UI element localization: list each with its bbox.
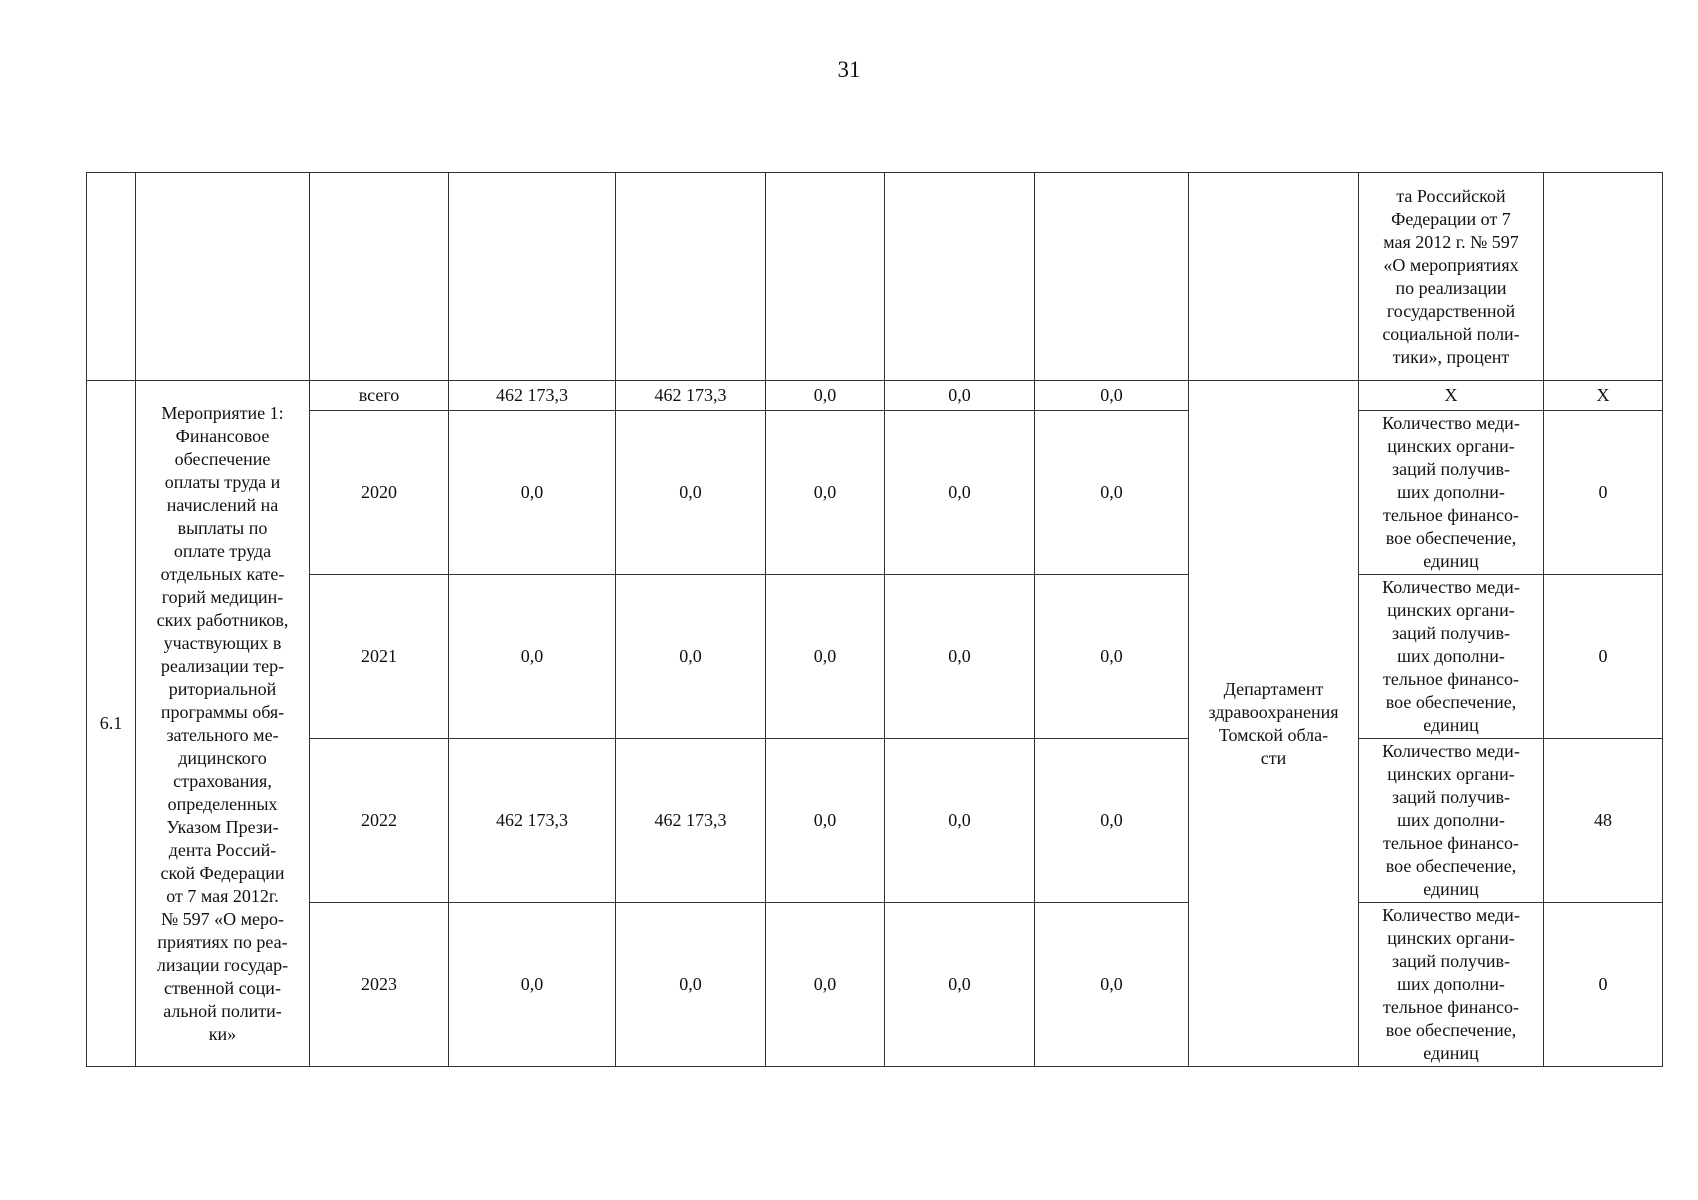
empty-cell bbox=[1544, 173, 1663, 381]
source1-cell: 0,0 bbox=[616, 575, 766, 739]
table-row bbox=[87, 575, 1663, 739]
measure-number: 6.1 bbox=[87, 381, 136, 1067]
source1-cell: 0,0 bbox=[616, 903, 766, 1067]
source4-cell: 0,0 bbox=[1035, 381, 1189, 411]
source3-cell: 0,0 bbox=[885, 381, 1035, 411]
period-cell: 2021 bbox=[310, 575, 449, 739]
indicator-cell: Количество меди- цинских органи- заций получив- ших дополни- тельное финансо- вое обеспечение, единиц bbox=[1359, 739, 1544, 903]
continuation-row bbox=[87, 173, 1663, 381]
empty-cell bbox=[87, 173, 136, 381]
indicator-value-cell: Х bbox=[1544, 381, 1663, 411]
period-cell: всего bbox=[310, 381, 449, 411]
indicator-value-cell: 48 bbox=[1544, 739, 1663, 903]
empty-cell bbox=[310, 173, 449, 381]
source3-cell: 0,0 bbox=[885, 411, 1035, 575]
table-row bbox=[87, 381, 1663, 411]
source4-cell: 0,0 bbox=[1035, 903, 1189, 1067]
empty-cell bbox=[1035, 173, 1189, 381]
source3-cell: 0,0 bbox=[885, 739, 1035, 903]
table-row bbox=[87, 739, 1663, 903]
indicator-cell: Х bbox=[1359, 381, 1544, 411]
source4-cell: 0,0 bbox=[1035, 575, 1189, 739]
source2-cell: 0,0 bbox=[766, 411, 885, 575]
indicator-cell: Количество меди- цинских органи- заций получив- ших дополни- тельное финансо- вое обеспечение, единиц bbox=[1359, 903, 1544, 1067]
source2-cell: 0,0 bbox=[766, 903, 885, 1067]
source2-cell: 0,0 bbox=[766, 575, 885, 739]
table-row bbox=[87, 411, 1663, 575]
total-cell: 462 173,3 bbox=[449, 381, 616, 411]
source2-cell: 0,0 bbox=[766, 739, 885, 903]
total-cell: 0,0 bbox=[449, 575, 616, 739]
source3-cell: 0,0 bbox=[885, 903, 1035, 1067]
indicator-value-cell: 0 bbox=[1544, 575, 1663, 739]
indicator-value-cell: 0 bbox=[1544, 411, 1663, 575]
continued-indicator-text: та Российской Федерации от 7 мая 2012 г. № 597 «О мероприятиях по реализации государственной социальной поли- тики», процент bbox=[1359, 173, 1544, 381]
source3-cell: 0,0 bbox=[885, 575, 1035, 739]
page-number: 31 bbox=[837, 57, 861, 82]
source4-cell: 0,0 bbox=[1035, 411, 1189, 575]
source1-cell: 462 173,3 bbox=[616, 739, 766, 903]
empty-cell bbox=[449, 173, 616, 381]
period-cell: 2020 bbox=[310, 411, 449, 575]
measure-name: Мероприятие 1: Финансовое обеспечение оплаты труда и начислений на выплаты по оплате труда отдельных кате- горий медицин- ских работников, участвующих в реализации тер- риториальной программы обя- зательного ме- дицинского страхования, определенных Указом Прези- дента Россий- ской Федерации от 7 мая 2012г. № 597 «О меро- приятиях по реа- лизации государ- ственной соци- альной полити- ки» bbox=[136, 381, 310, 1067]
source1-cell: 462 173,3 bbox=[616, 381, 766, 411]
measures-table bbox=[86, 172, 1663, 1067]
indicator-cell: Количество меди- цинских органи- заций получив- ших дополни- тельное финансо- вое обеспечение, единиц bbox=[1359, 411, 1544, 575]
period-cell: 2023 bbox=[310, 903, 449, 1067]
empty-cell bbox=[616, 173, 766, 381]
empty-cell bbox=[136, 173, 310, 381]
total-cell: 0,0 bbox=[449, 903, 616, 1067]
indicator-value-cell: 0 bbox=[1544, 903, 1663, 1067]
empty-cell bbox=[766, 173, 885, 381]
source2-cell: 0,0 bbox=[766, 381, 885, 411]
period-cell: 2022 bbox=[310, 739, 449, 903]
source4-cell: 0,0 bbox=[1035, 739, 1189, 903]
total-cell: 462 173,3 bbox=[449, 739, 616, 903]
table-row bbox=[87, 903, 1663, 1067]
executor-cell: Департамент здравоохранения Томской обла- сти bbox=[1189, 381, 1359, 1067]
total-cell: 0,0 bbox=[449, 411, 616, 575]
empty-cell bbox=[885, 173, 1035, 381]
empty-cell bbox=[1189, 173, 1359, 381]
source1-cell: 0,0 bbox=[616, 411, 766, 575]
indicator-cell: Количество меди- цинских органи- заций получив- ших дополни- тельное финансо- вое обеспечение, единиц bbox=[1359, 575, 1544, 739]
